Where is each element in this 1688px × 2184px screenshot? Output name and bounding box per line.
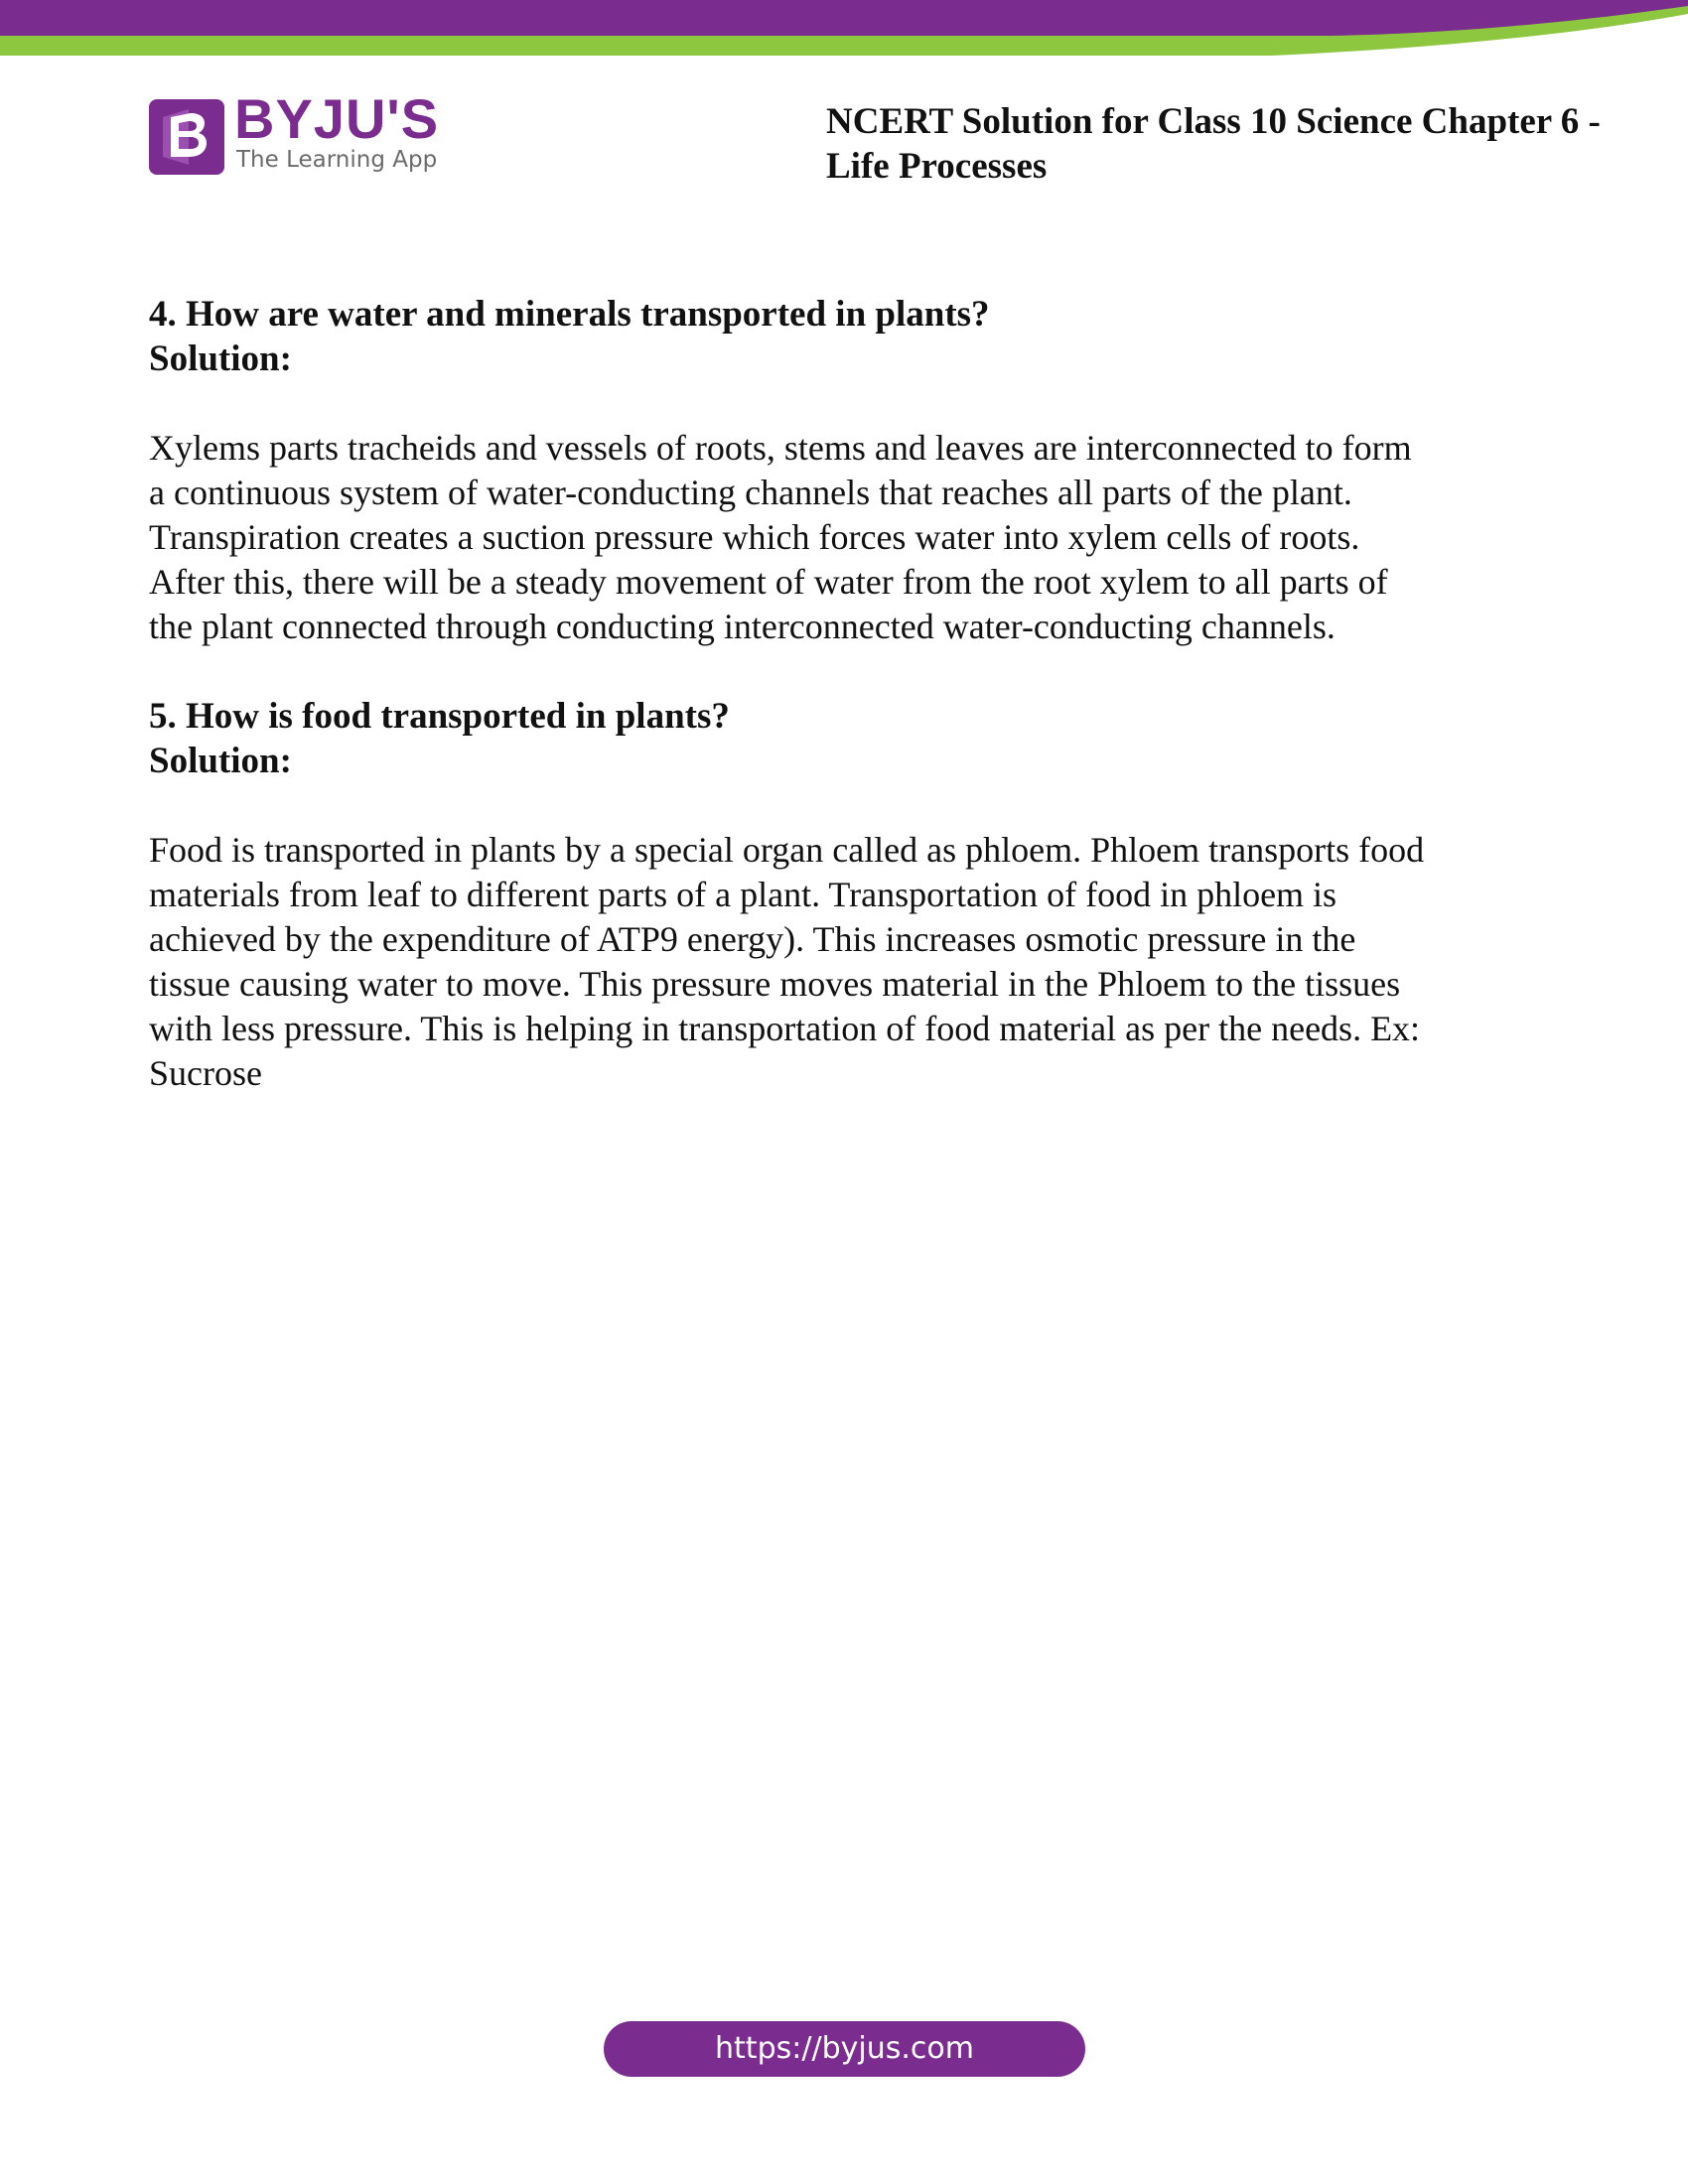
answer-line: materials from leaf to different parts of a plant. Transportation of food in phloem is (149, 875, 1337, 914)
byjus-logo[interactable] (149, 87, 440, 181)
logo-wordmark: BYJU'S (234, 87, 440, 150)
question-heading: 4. How are water and minerals transported in plants? (149, 294, 990, 335)
document-body (149, 292, 1539, 1141)
question-heading: 5. How is food transported in plants? (149, 696, 730, 737)
answer-paragraph (149, 828, 1539, 1096)
question-block-5 (149, 694, 1539, 1096)
byjus-b-logo-icon (149, 99, 224, 175)
answer-line: After this, there will be a steady movement of water from the root xylem to all parts of (149, 562, 1388, 602)
answer-line: a continuous system of water-conducting channels that reaches all parts of the plant. (149, 473, 1352, 512)
document-title-line-2: Life Processes (826, 146, 1048, 187)
answer-line: tissue causing water to move. This pressure moves material in the Phloem to the tissues (149, 964, 1401, 1004)
answer-line: Food is transported in plants by a special organ called as phloem. Phloem transports food (149, 830, 1425, 870)
header-color-band (0, 0, 1688, 64)
answer-line: achieved by the expenditure of ATP9 energy). This increases osmotic pressure in the (149, 919, 1356, 959)
answer-line: Sucrose (149, 1053, 262, 1093)
answer-line: Xylems parts tracheids and vessels of roots, stems and leaves are interconnected to form (149, 428, 1412, 468)
answer-paragraph (149, 426, 1539, 649)
answer-line: with less pressure. This is helping in transportation of food material as per the needs. Ex: (149, 1009, 1421, 1048)
header-band-graphic (0, 0, 1688, 64)
question-block-4 (149, 292, 1539, 649)
document-title (826, 99, 1660, 189)
solution-label: Solution: (149, 741, 292, 781)
solution-label: Solution: (149, 339, 292, 379)
logo-tagline: The Learning App (236, 147, 438, 173)
document-title-line-1: NCERT Solution for Class 10 Science Chapter 6 - (826, 101, 1601, 142)
answer-line: the plant connected through conducting interconnected water-conducting channels. (149, 607, 1336, 646)
answer-line: Transpiration creates a suction pressure which forces water into xylem cells of roots. (149, 517, 1360, 557)
footer-url-link[interactable]: https://byjus.com (604, 2021, 1085, 2077)
